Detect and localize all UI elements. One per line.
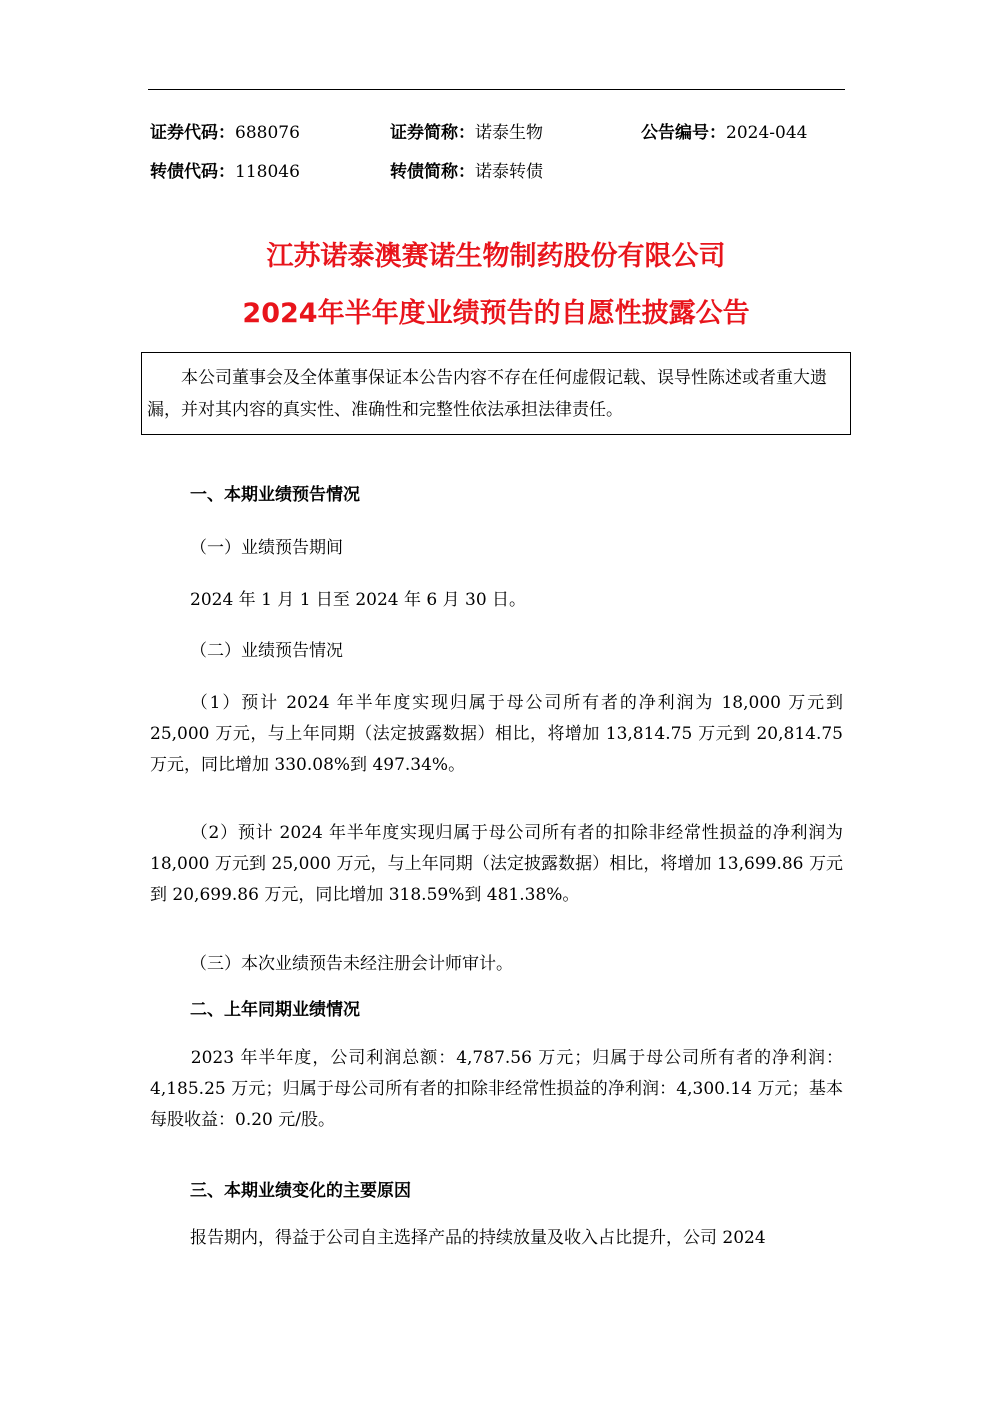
stock-abbr <box>390 122 543 144</box>
stock-code-value: 688076 <box>235 123 300 143</box>
bond-abbr <box>390 161 543 183</box>
section-2-text: 2023 年半年度，公司利润总额：4,787.56 万元；归属于母公司所有者的净利润：4,185.25 万元；归属于母公司所有者的扣除非经常性损益的净利润：4,300.14 万元；基本每股收益：0.20 元/股。 <box>150 1048 843 1130</box>
announcement-no-label: 公告编号： <box>641 123 726 143</box>
header-row-1 <box>150 122 850 144</box>
section-1-sub-1-text: 2024 年 1 月 1 日至 2024 年 6 月 30 日。 <box>190 590 527 610</box>
header-row-2 <box>150 161 850 183</box>
section-1-sub-3-heading: （三）本次业绩预告未经注册会计师审计。 <box>190 954 513 974</box>
bond-code-label: 转债代码： <box>150 162 235 182</box>
bond-abbr-label: 转债简称： <box>390 162 475 182</box>
section-1-sub-2-heading: （二）业绩预告情况 <box>190 641 343 661</box>
stock-code-label: 证券代码： <box>150 123 235 143</box>
notice-text: 本公司董事会及全体董事保证本公告内容不存在任何虚假记载、误导性陈述或者重大遗漏，并对其内容的真实性、准确性和完整性依法承担法律责任。 <box>147 368 827 420</box>
bond-code-value: 118046 <box>235 162 300 182</box>
announcement-no <box>641 122 807 144</box>
notice-box <box>141 352 851 435</box>
announcement-no-value: 2024-044 <box>726 123 808 143</box>
bond-code <box>150 161 300 183</box>
stock-abbr-value: 诺泰生物 <box>475 123 543 143</box>
section-1-item-1: （1）预计 2024 年半年度实现归属于母公司所有者的净利润为 18,000 万元到 25,000 万元，与上年同期（法定披露数据）相比，将增加 13,814.75 万元到 20,814.75 万元，同比增加 330.08%到 497.34%。 <box>150 693 843 775</box>
section-1-heading: 一、本期业绩预告情况 <box>190 485 360 505</box>
header-rule <box>148 89 845 90</box>
section-1-sub-1-heading: （一）业绩预告期间 <box>190 538 343 558</box>
bond-abbr-value: 诺泰转债 <box>475 162 543 182</box>
stock-code <box>150 122 300 144</box>
title-line-2: 2024年半年度业绩预告的自愿性披露公告 <box>242 298 750 329</box>
section-2-heading: 二、上年同期业绩情况 <box>190 1000 360 1020</box>
section-3-heading: 三、本期业绩变化的主要原因 <box>190 1181 411 1201</box>
stock-abbr-label: 证券简称： <box>390 123 475 143</box>
section-1-item-2: （2）预计 2024 年半年度实现归属于母公司所有者的扣除非经常性损益的净利润为 18,000 万元到 25,000 万元，与上年同期（法定披露数据）相比，将增加 13,699.86 万元到 20,699.86 万元，同比增加 318.59%到 481.38%。 <box>150 823 843 905</box>
title-line-1: 江苏诺泰澳赛诺生物制药股份有限公司 <box>266 241 726 272</box>
section-3-text: 报告期内，得益于公司自主选择产品的持续放量及收入占比提升，公司 2024 <box>190 1228 766 1248</box>
